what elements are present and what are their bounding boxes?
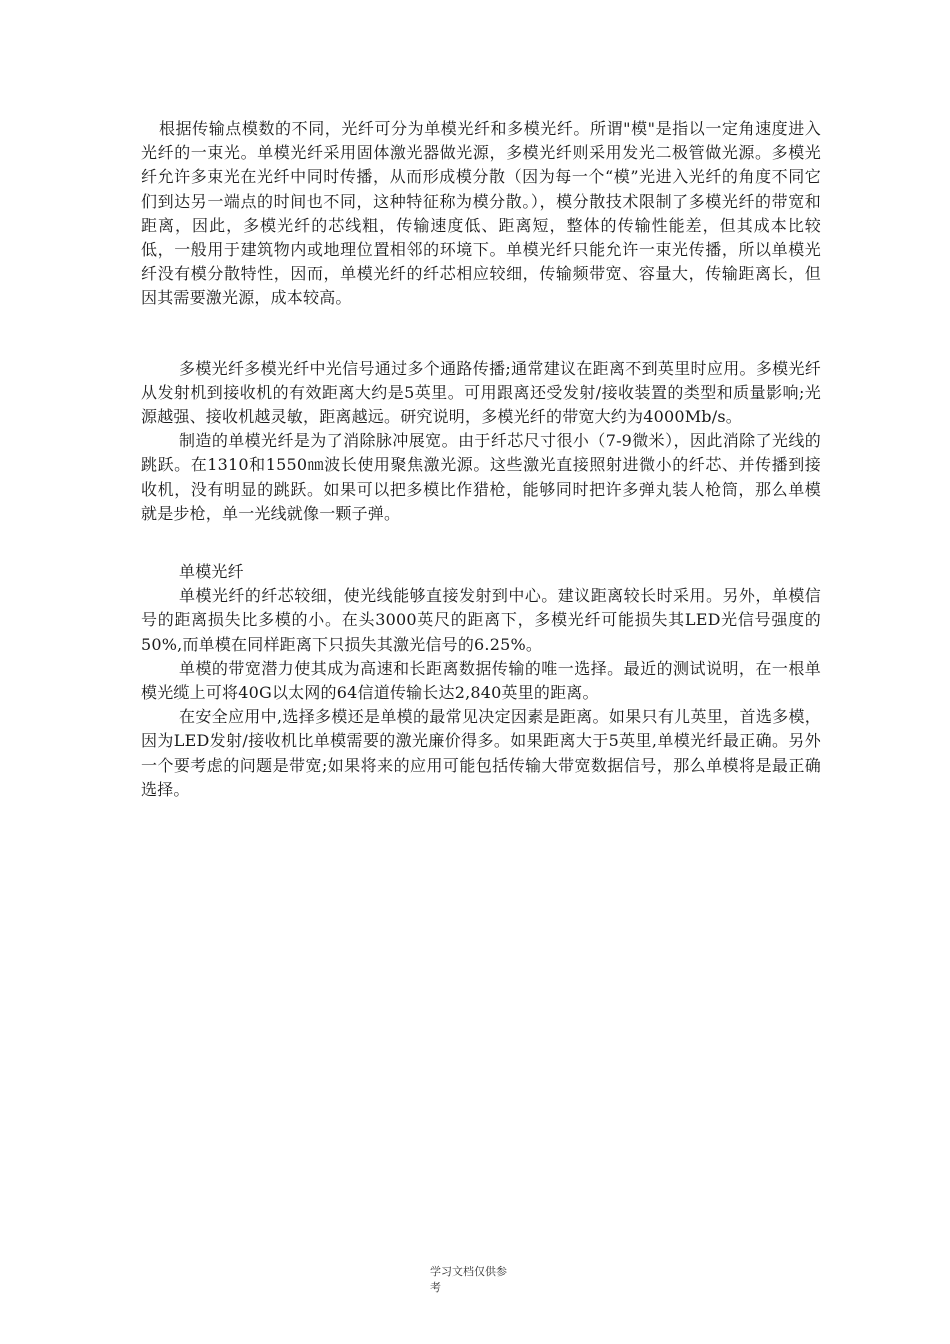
paragraph-spacer [141,311,821,357]
paragraph-singlemode-bandwidth: 单模的带宽潜力使其成为高速和长距离数据传输的唯一选择。最近的测试说明，在一根单模光缆上可将40G以太网的64信道传输长达2,840英里的距离。 [141,658,821,703]
section-heading-singlemode: 单模光纤 [179,562,244,582]
page-footer [430,1264,540,1296]
footer-line-2: 考 [430,1281,441,1294]
paragraph-fiber-modes: 根据传输点模数的不同，光纤可分为单模光纤和多模光纤。所谓"模"是指以一定角速度进入光纤的一束光。单模光纤采用固体激光器做光源，多模光纤则采用发光二极管做光源。多模光纤允许多束光在光纤中同时传播，从而形成模分散（因为每一个“模”光进入光纤的角度不同它们到达另一端点的时间也不同，这种特征称为模分散。），模分散技术限制了多模光纤的带宽和距离，因此，多模光纤的芯线粗，传输速度低、距离短，整体的传输性能差，但其成本比较低，一般用于建筑物内或地理位置相邻的环境下。单模光纤只能允许一束光传播，所以单模光纤没有模分散特性，因而，单模光纤的纤芯相应较细，传输频带宽、容量大，传输距离长，但因其需要激光源，成本较高。 [141,119,821,308]
paragraph-multimode-fiber: 多模光纤多模光纤中光信号通过多个通路传播;通常建议在距离不到英里时应用。多模光纤从发射机到接收机的有效距离大约是5英里。可用跟离还受发射/接收装置的类型和质量影响;光源越强、接收机越灵敏，距离越远。研究说明，多模光纤的带宽大约为4000Mb/s。 [141,358,821,427]
document-body [141,117,821,802]
paragraph-singlemode-core: 单模光纤的纤芯较细，使光线能够直接发射到中心。建议距离较长时采用。另外，单模信号的距离损失比多模的小。在头3000英尺的距离下，多模光纤可能损失其LED光信号强度的50%,而单模在同样距离下只损失其激光信号的6.25%。 [141,586,821,654]
paragraph-security-application: 在安全应用中,选择多模还是单模的最常见决定因素是距离。如果只有儿英里，首选多模，因为LED发射/接收机比单模需要的激光廉价得多。如果距离大于5英里,单模光纤最正确。另外一个要考虑的问题是带宽;如果将来的应用可能包括传输大带宽数据信号，那么单模将是最正确选择。 [141,707,821,799]
footer-line-1: 学习文档仅供参 [430,1265,507,1278]
paragraph-singlemode-manufacture: 制造的单模光纤是为了消除脉冲展宽。由于纤芯尺寸很小（7-9微米），因此消除了光线的跳跃。在1310和1550㎚波长使用聚焦激光源。这些激光直接照射进微小的纤芯、并传播到接收机，没有明显的跳跃。如果可以把多模比作猎枪，能够同时把许多弹丸装人枪筒，那么单模就是步枪，单一光线就像一颗子弹。 [141,431,821,523]
paragraph-spacer [141,526,821,560]
